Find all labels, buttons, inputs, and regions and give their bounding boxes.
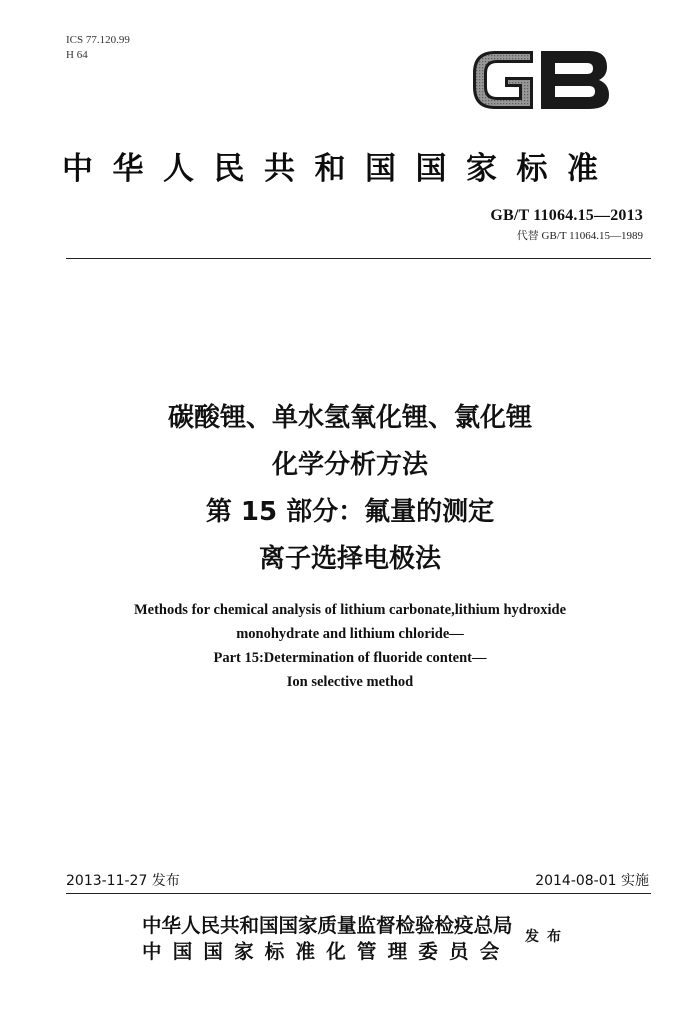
- chinese-title-line: 碳酸锂、单水氢氧化锂、氯化锂: [167, 403, 532, 433]
- ics-code: ICS 77.120.99: [66, 34, 130, 46]
- footer-divider: [66, 893, 651, 894]
- english-title-line: Part 15:Determination of fluoride content—: [213, 650, 487, 666]
- standard-code-block: [490, 207, 643, 243]
- issuing-authorities: [142, 913, 513, 965]
- issue-date: 2013-11-27 发布: [66, 873, 180, 889]
- issuer-aqsiq: 中华人民共和国国家质量监督检验检疫总局: [142, 914, 513, 937]
- issuer-sac: 中国国家标准化管理委员会: [142, 940, 511, 963]
- english-title: [0, 598, 700, 694]
- chinese-title-line: 化学分析方法: [271, 450, 428, 480]
- publish-label: 发布: [525, 929, 569, 945]
- chinese-title: [0, 395, 700, 583]
- replaced-standard: 代替 GB/T 11064.15—1989: [516, 230, 643, 242]
- implementation-date: 2014-08-01 实施: [535, 873, 649, 889]
- english-title-line: Methods for chemical analysis of lithium carbonate,lithium hydroxide: [133, 602, 567, 618]
- standard-number: GB/T 11064.15—2013: [490, 207, 643, 224]
- english-title-line: Ion selective method: [286, 674, 414, 690]
- national-standard-title: 中华人民共和国国家标准: [62, 151, 618, 187]
- chinese-title-line: 第 15 部分：氟量的测定: [205, 497, 495, 527]
- chinese-title-line: 离子选择电极法: [258, 544, 441, 574]
- classification-codes: [66, 33, 130, 63]
- header-divider: [66, 258, 651, 259]
- ccs-code: H 64: [66, 49, 88, 61]
- gb-logo: [467, 43, 613, 117]
- english-title-line: monohydrate and lithium chloride—: [236, 626, 464, 642]
